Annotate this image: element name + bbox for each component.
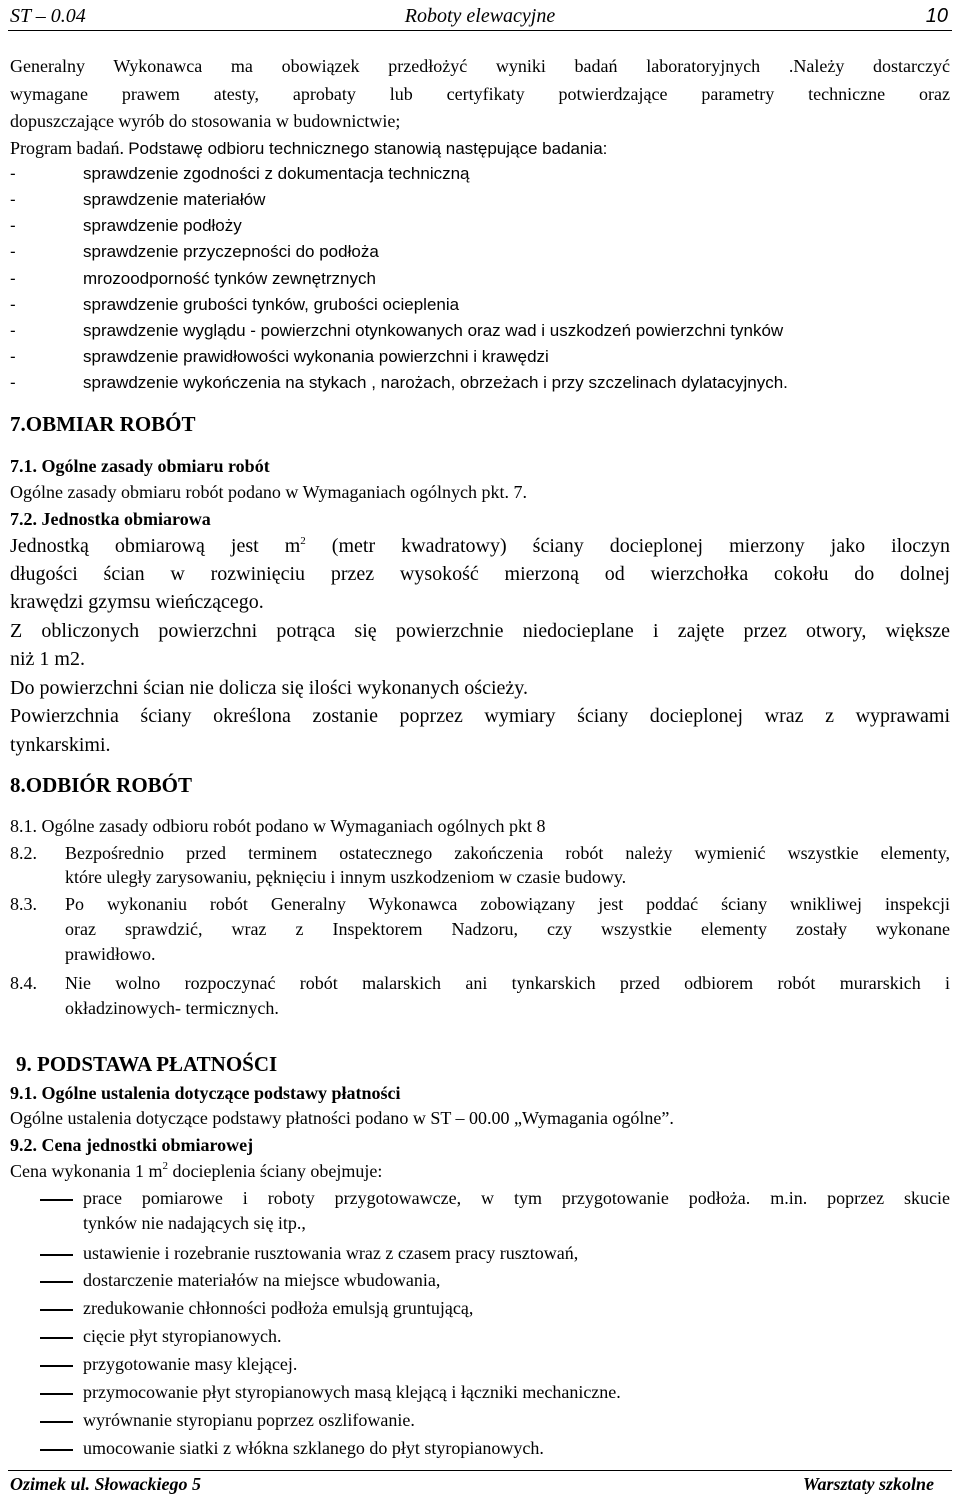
page-header (8, 2, 952, 31)
long-dash-bullet (40, 1393, 73, 1395)
long-dash-bullet (40, 1421, 73, 1423)
lead-text-b: docieplenia ściany obejmuje: (167, 1161, 383, 1181)
unit-text-a: Jednostką obmiarową jest m (10, 535, 301, 557)
section-9-2-lead (10, 1161, 950, 1182)
test-item (10, 347, 549, 367)
cost-item-text: prace pomiarowe i roboty przygotowawcze, w tym przygotowanie podłoża. m.in. poprzez skucie (83, 1188, 950, 1208)
cost-item-text: tynków nie nadających się itp., (83, 1213, 306, 1233)
section-8-2-line-1: Bezpośrednio przed terminem ostatecznego zakończenia robót należy wymienić wszystkie elementy, (65, 843, 950, 863)
dash-marker: - (10, 216, 16, 235)
cost-item-text: zredukowanie chłonności podłoża emulsją gruntującą, (83, 1298, 474, 1318)
test-item-text: sprawdzenie wyglądu - powierzchni otynkowanych oraz wad i uszkodzeń powierzchni tynków (83, 321, 784, 340)
test-item-text: sprawdzenie zgodności z dokumentacja techniczną (83, 164, 470, 183)
test-item-text: sprawdzenie przyczepności do podłoża (83, 242, 379, 261)
section-9-title: 9. PODSTAWA PŁATNOŚCI (16, 1052, 278, 1076)
cost-item-text: cięcie płyt styropianowych. (83, 1326, 282, 1346)
section-7-1-text: Ogólne zasady obmiaru robót podano w Wymaganiach ogólnych pkt. 7. (10, 482, 527, 502)
test-item-text: sprawdzenie wykończenia na stykach , narożach, obrzeżach i przy szczelinach dylatacyjnych. (83, 373, 788, 392)
section-7-2-line-6: Do powierzchni ścian nie dolicza się ilości wykonanych ościeży. (10, 677, 528, 699)
section-8-title: 8.ODBIÓR ROBÓT (10, 773, 193, 797)
item-number: 8.2. (10, 843, 37, 863)
dash-marker: - (10, 347, 16, 366)
test-item-text: sprawdzenie materiałów (83, 190, 266, 209)
section-9-1-text: Ogólne ustalenia dotyczące podstawy płatności podano w ST – 00.00 „Wymagania ogólne”. (10, 1108, 674, 1128)
section-8-4-line-1: Nie wolno rozpoczynać robót malarskich ani tynkarskich przed odbiorem robót murarskich i (65, 973, 950, 993)
test-item (10, 190, 265, 210)
header-title: Roboty elewacyjne (404, 5, 556, 27)
cost-item-text: ustawienie i rozebranie rusztowania wraz z czasem pracy rusztowań, (83, 1243, 579, 1263)
footer-organization: Warsztaty szkolne (802, 1474, 934, 1494)
section-8-3 (10, 894, 950, 974)
lead-text-a: Cena wykonania 1 m (10, 1161, 163, 1181)
section-7-2-title: 7.2. Jednostka obmiarowa (10, 509, 211, 529)
section-7-2-line-5: niż 1 m2. (10, 648, 85, 670)
section-8-3-line-3: prawidłowo. (65, 944, 156, 964)
test-item (10, 164, 470, 184)
footer-address: Ozimek ul. Słowackiego 5 (10, 1474, 202, 1494)
test-item (10, 373, 788, 393)
section-7-2-line-1 (10, 535, 950, 558)
program-rest: Podstawę odbioru technicznego stanowią następujące badania: (128, 139, 608, 158)
long-dash-bullet (40, 1281, 73, 1283)
test-item-text: mrozoodporność tynków zewnętrznych (83, 269, 376, 288)
cost-item (10, 1382, 950, 1409)
unit-superscript: 2 (300, 535, 306, 547)
long-dash-bullet (40, 1309, 73, 1311)
section-7-2-line-3: krawędzi gzymsu wieńczącego. (10, 591, 264, 613)
cost-item (10, 1298, 950, 1325)
section-7-2-line-4: Z obliczonych powierzchni potrąca się powierzchnie niedocieplane i zajęte przez otwory, większe (10, 620, 950, 642)
cost-item (10, 1438, 950, 1465)
page-footer (8, 1470, 952, 1497)
cost-item-text: wyrównanie styropianu poprzez oszlifowanie. (83, 1410, 415, 1430)
test-item-text: sprawdzenie prawidłowości wykonania powierzchni i krawędzi (83, 347, 549, 366)
section-8-2 (10, 843, 950, 895)
cost-item-text: dostarczenie materiałów na miejsce wbudowania, (83, 1270, 441, 1290)
dash-marker: - (10, 295, 16, 314)
cost-item (10, 1326, 950, 1353)
dash-marker: - (10, 269, 16, 288)
section-7-1-title: 7.1. Ogólne zasady obmiaru robót (10, 456, 270, 476)
cost-item (10, 1354, 950, 1381)
section-9-2-title: 9.2. Cena jednostki obmiarowej (10, 1135, 254, 1155)
section-8-3-line-1: Po wykonaniu robót Generalny Wykonawca zobowiązany jest poddać ściany wnikliwej inspekcji (65, 894, 950, 914)
header-page-number: 10 (925, 5, 948, 27)
unit-text-b: (metr kwadratowy) ściany docieplonej mierzony jako iloczyn (305, 535, 950, 557)
section-7-2-line-2: długości ścian w rozwinięciu przez wysokość mierzoną od wierzchołka cokołu do dolnej (10, 563, 950, 585)
intro-line-1: Generalny Wykonawca ma obowiązek przedłożyć wyniki badań laboratoryjnych .Należy dostarczyć (10, 56, 950, 76)
long-dash-bullet (40, 1337, 73, 1339)
item-number: 8.4. (10, 973, 37, 993)
long-dash-bullet (40, 1254, 73, 1256)
cost-item-text: umocowanie siatki z włókna szklanego do płyt styropianowych. (83, 1438, 544, 1458)
test-item (10, 321, 783, 341)
section-8-3-line-2: oraz sprawdzić, wraz z Inspektorem Nadzoru, czy wszystkie elementy zostały wykonane (65, 919, 950, 939)
test-item-text: sprawdzenie grubości tynków, grubości ocieplenia (83, 295, 460, 314)
section-7-2-line-7: Powierzchnia ściany określona zostanie poprzez wymiary ściany docieplonej wraz z wyprawami (10, 705, 950, 727)
intro-line-3: dopuszczające wyrób do stosowania w budownictwie; (10, 111, 401, 131)
section-8-2-line-2: które uległy zarysowaniu, pęknięciu i innym uszkodzeniom w czasie budowy. (65, 867, 627, 887)
section-9-1-title: 9.1. Ogólne ustalenia dotyczące podstawy płatności (10, 1083, 401, 1103)
section-7-2-line-8: tynkarskimi. (10, 734, 111, 756)
unit-superscript: 2 (162, 1160, 168, 1172)
test-item (10, 269, 376, 289)
test-item-text: sprawdzenie podłoży (83, 216, 242, 235)
test-item (10, 242, 379, 262)
program-line (10, 138, 950, 159)
program-lead: Program badań. (10, 138, 124, 158)
section-8-4-line-2: okładzinowych- termicznych. (65, 998, 279, 1018)
dash-marker: - (10, 373, 16, 392)
cost-item-text: przygotowanie masy klejącej. (83, 1354, 298, 1374)
section-8-1: 8.1. Ogólne zasady odbioru robót podano w Wymaganiach ogólnych pkt 8 (10, 816, 546, 836)
cost-item-text: przymocowanie płyt styropianowych masą klejącą i łączniki mechaniczne. (83, 1382, 621, 1402)
test-item (10, 295, 459, 315)
header-spec-code: ST – 0.04 (10, 5, 86, 27)
item-number: 8.3. (10, 894, 37, 914)
cost-item (10, 1270, 950, 1297)
cost-item (10, 1410, 950, 1437)
long-dash-bullet (40, 1365, 73, 1367)
dash-marker: - (10, 164, 16, 183)
test-item (10, 216, 242, 236)
section-7-title: 7.OBMIAR ROBÓT (10, 412, 196, 436)
dash-marker: - (10, 321, 16, 340)
intro-line-2: wymagane prawem atesty, aprobaty lub certyfikaty potwierdzające parametry techniczne oraz (10, 84, 950, 104)
dash-marker: - (10, 242, 16, 261)
cost-item (10, 1188, 950, 1242)
dash-marker: - (10, 190, 16, 209)
long-dash-bullet (40, 1449, 73, 1451)
long-dash-bullet (40, 1199, 73, 1201)
section-8-4 (10, 973, 950, 1025)
cost-item (10, 1243, 950, 1270)
